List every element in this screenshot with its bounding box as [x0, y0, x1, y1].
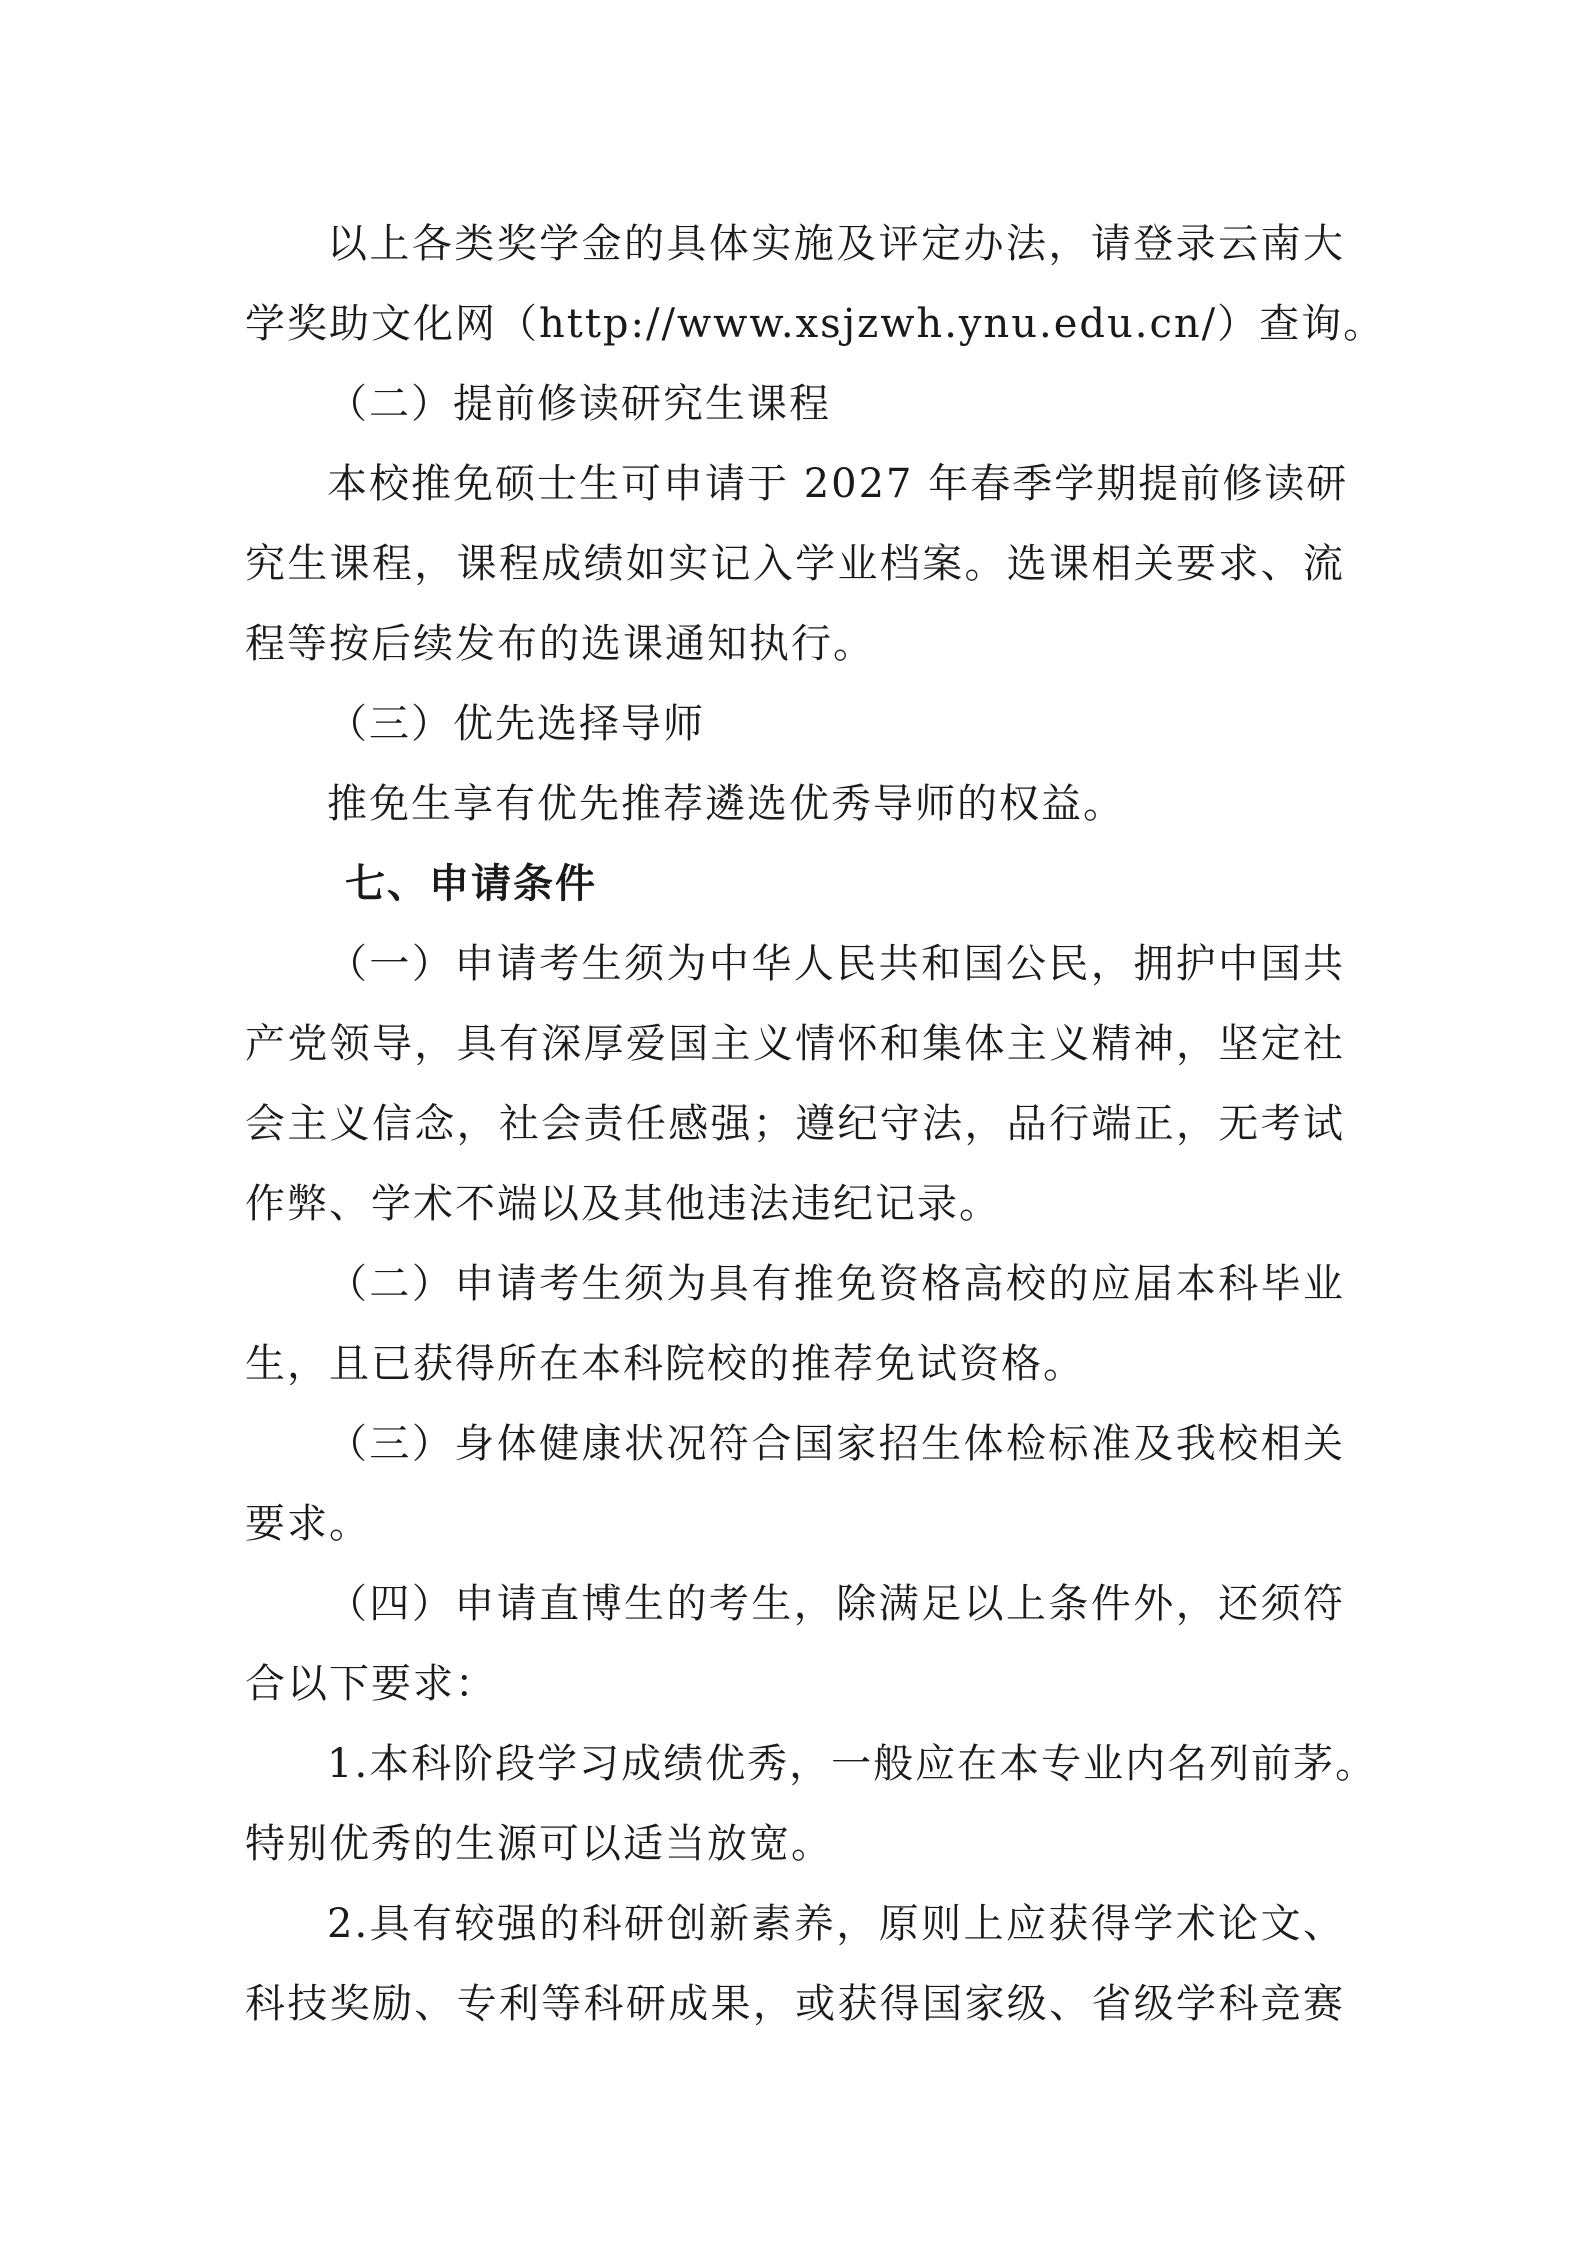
paragraph-line: 特别优秀的生源可以适当放宽。: [245, 1821, 833, 1867]
paragraph-line: 合以下要求：: [245, 1661, 497, 1707]
section-heading: 七、申请条件: [345, 861, 597, 907]
paragraph-line: 以上各类奖学金的具体实施及评定办法，请登录云南大: [327, 221, 1345, 267]
paragraph-line: 作弊、学术不端以及其他违法违纪记录。: [245, 1181, 1001, 1227]
paragraph-line: 1.本科阶段学习成绩优秀，一般应在本专业内名列前茅。: [327, 1741, 1378, 1787]
paragraph-line: 会主义信念，社会责任感强；遵纪守法，品行端正，无考试: [245, 1101, 1345, 1147]
paragraph-line: 产党领导，具有深厚爱国主义情怀和集体主义精神，坚定社: [245, 1021, 1345, 1067]
section-subheading: （三）优先选择导师: [327, 701, 705, 747]
paragraph-line: 究生课程，课程成绩如实记入学业档案。选课相关要求、流: [245, 541, 1345, 587]
paragraph-line: （四）申请直博生的考生，除满足以上条件外，还须符: [327, 1581, 1345, 1627]
paragraph-line: （一）申请考生须为中华人民共和国公民，拥护中国共: [327, 941, 1345, 987]
paragraph-line: 要求。: [245, 1501, 371, 1547]
paragraph-line: 推免生享有优先推荐遴选优秀导师的权益。: [327, 781, 1125, 827]
paragraph-line: 学奖助文化网（http://www.xsjzwh.ynu.edu.cn/）查询。: [245, 301, 1386, 347]
paragraph-line: （二）申请考生须为具有推免资格高校的应届本科毕业: [327, 1261, 1345, 1307]
paragraph-line: 生，且已获得所在本科院校的推荐免试资格。: [245, 1341, 1085, 1387]
paragraph-line: 科技奖励、专利等科研成果，或获得国家级、省级学科竞赛: [245, 1981, 1345, 2027]
paragraph-line: 本校推免硕士生可申请于 2027 年春季学期提前修读研: [327, 461, 1349, 507]
section-subheading: （二）提前修读研究生课程: [327, 381, 831, 427]
paragraph-line: （三）身体健康状况符合国家招生体检标准及我校相关: [327, 1421, 1345, 1467]
paragraph-line: 程等按后续发布的选课通知执行。: [245, 621, 875, 667]
paragraph-line: 2.具有较强的科研创新素养，原则上应获得学术论文、: [327, 1901, 1345, 1947]
